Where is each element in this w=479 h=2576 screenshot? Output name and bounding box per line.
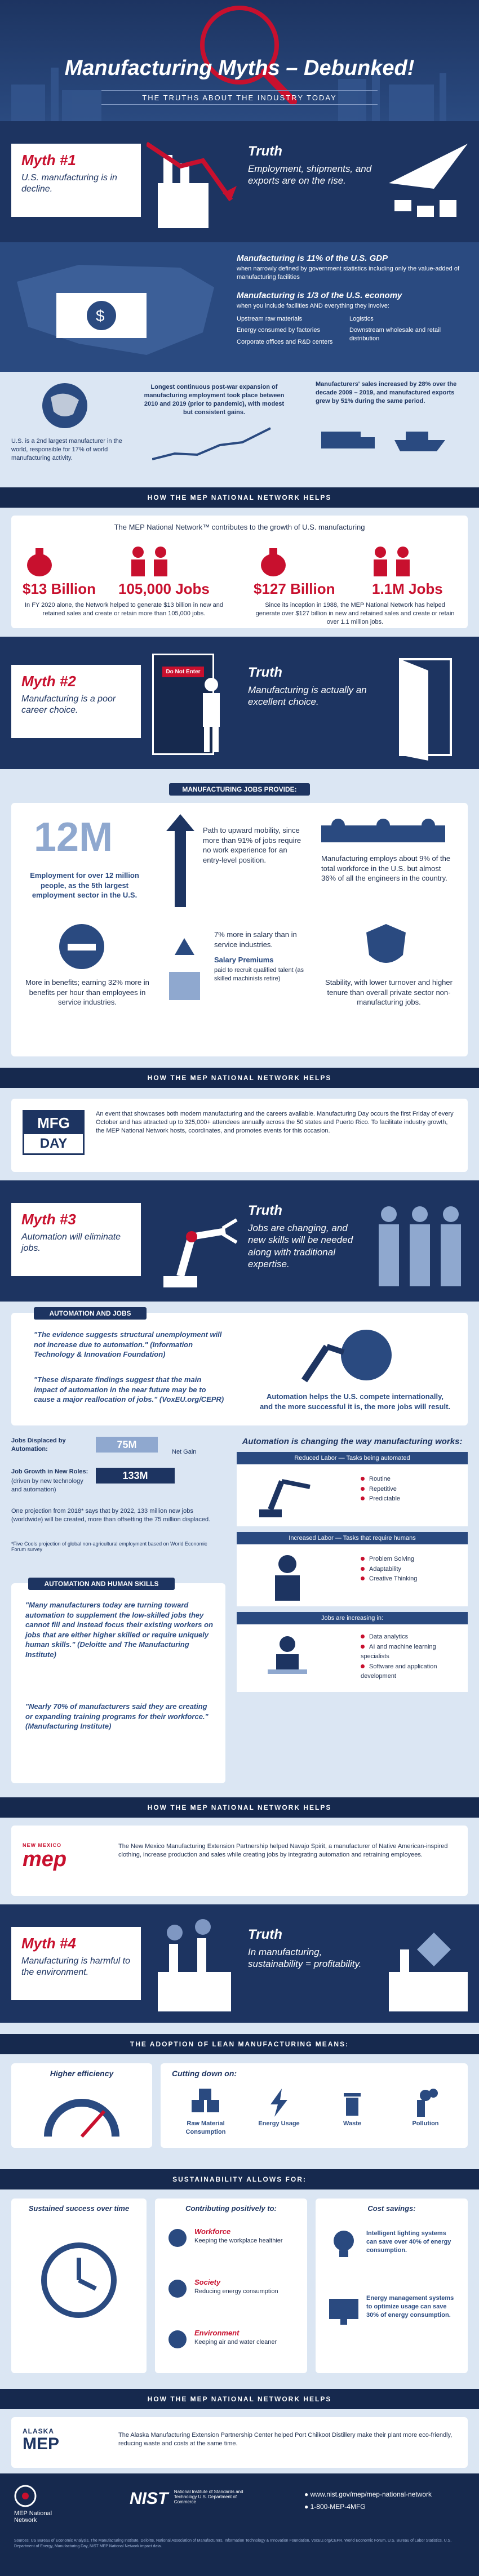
person-thinking-icon — [259, 1550, 316, 1601]
globe-icon — [39, 380, 90, 431]
lean-item-label: Pollution — [412, 2120, 439, 2127]
lightning-icon — [268, 2089, 290, 2117]
globe-text: U.S. is a 2nd largest manufacturer in the world, responsible for 17% of world manufacturing activity. — [11, 438, 122, 461]
footer-url[interactable]: ● www.nist.gov/mep/mep-national-network — [304, 2490, 432, 2498]
rising-panel — [237, 1624, 468, 1692]
monitor-icon — [327, 2294, 361, 2328]
reduced-list — [361, 1474, 400, 1504]
jobs-banner: MANUFACTURING JOBS PROVIDE: — [169, 783, 310, 796]
workforce-title: Workforce — [194, 2227, 231, 2236]
jobs-mobility-text: Path to upward mobility, since more than 91% of jobs require no work experience for an entry-level position. — [203, 826, 301, 864]
sustain-col1-title: Sustained success over time — [28, 2204, 130, 2213]
globe-robot-icon — [293, 1324, 406, 1386]
nm-logo-top: NEW MEXICO — [23, 1842, 62, 1848]
mep-name: MEP National Network — [14, 2510, 52, 2524]
trash-icon — [341, 2089, 363, 2117]
myth2-tag: Myth #2 — [21, 673, 76, 690]
page-title: Manufacturing Myths – Debunked! — [64, 56, 415, 80]
robot-arm-icon — [248, 1470, 332, 1521]
myth4-section — [0, 1904, 479, 2023]
money-bag-icon — [25, 544, 54, 578]
expansion-text: Longest continuous post-war expansion of manufacturing employment took place between 2010 and 2019 (prior to pandemic), with modest but consistent gains. — [144, 384, 285, 416]
workforce-text: Keeping the workplace healthier — [194, 2237, 283, 2244]
economy-headline: Manufacturing is 1/3 of the U.S. economy — [237, 290, 402, 300]
economy-items — [237, 315, 462, 347]
rising-list — [361, 1632, 462, 1682]
mfgday-logo — [23, 1110, 85, 1155]
skills-quote2: "Nearly 70% of manufacturers said they are creating or expanding training programs for their workforce." (Manufacturing Institute) — [25, 1702, 209, 1731]
gdp-block — [237, 254, 462, 347]
reduced-item: Repetitive — [361, 1485, 400, 1495]
workers-icon — [366, 544, 417, 578]
mep1-intro: The MEP National Network™ contributes to the growth of U.S. manufacturing — [114, 523, 365, 531]
jobs-displaced-block — [11, 1437, 225, 1595]
automation-hdr: AUTOMATION AND JOBS — [34, 1307, 147, 1320]
myth1-truth — [248, 144, 372, 187]
mep1-banner: HOW THE MEP NATIONAL NETWORK HELPS — [0, 487, 479, 508]
jobs-benefits-text: More in benefits; earning 32% more in benefits per hour than employees in service industries. — [25, 978, 149, 1007]
economy-item: Energy consumed by factories — [237, 327, 320, 334]
sustain-col2-title: Contributing positively to: — [185, 2204, 277, 2213]
skills-quote1: "Many manufacturers today are turning toward automation to supplement the low-skilled jobs they cannot fill and instead focus their existing workers on jobs that are either higher skilled or require uniquely human skills." (Deloitte and The Manufacturing Institute) — [25, 1601, 214, 1659]
myth2-box — [11, 665, 141, 738]
mfgday-logo-top: MFG — [24, 1112, 83, 1134]
lean-item — [245, 2089, 313, 2128]
mep1-section — [0, 487, 479, 637]
sustain-col3-title: Cost savings: — [367, 2204, 416, 2213]
reduced-item: Routine — [361, 1474, 400, 1485]
mep4-banner: HOW THE MEP NATIONAL NETWORK HELPS — [0, 2389, 479, 2409]
sales-text: Manufacturers' sales increased by 28% over the decade 2009 – 2019, and manufactured exports grew by 51% during the same period. — [316, 381, 457, 405]
mep1-right-text: Since its inception in 1988, the MEP National Network has helped generate over $127 billion in new and retained sales and create or retain over 1.1 million jobs. — [255, 602, 455, 625]
mep1-n4: 1.1M Jobs — [372, 580, 443, 597]
automation-globe-text: Automation helps the U.S. compete internationally, and the more successful it is, the more jobs will result. — [259, 1392, 451, 1411]
footer-phone[interactable]: ● 1-800-MEP-4MFG — [304, 2503, 366, 2511]
truth4-text: In manufacturing, sustainability = profitability. — [248, 1947, 362, 1970]
growth-sub: (driven by new technology and automation) — [11, 1478, 83, 1493]
economy-sub: when you include facilities AND everything they involve: — [237, 302, 389, 309]
myth1-text: U.S. manufacturing is in decline. — [21, 173, 117, 194]
person-icon — [194, 676, 228, 755]
reduced-panel — [237, 1464, 468, 1526]
smokestack-icon — [409, 2089, 442, 2117]
shield-icon — [361, 921, 411, 972]
jobs-salary-text: 7% more in salary than in service industries. — [214, 930, 297, 949]
nm-logo-main: mep — [23, 1847, 67, 1871]
page-subtitle — [101, 90, 378, 105]
automation-quote2: "These disparate findings suggest that the main impact of automation in the near future may be to cause a major reallocation of jobs." (VoxEU.org/CEPR) — [34, 1375, 224, 1404]
jobs-stability-text: Stability, with lower turnover and higher tenure than overall private sector non-manufacturing jobs. — [325, 978, 453, 1007]
nist-logo — [130, 2489, 259, 2508]
automation-card-1 — [11, 1309, 468, 1425]
sustain-icons — [166, 2227, 189, 2356]
rising-item: AI and machine learning specialists — [361, 1643, 436, 1660]
truth2-text: Manufacturing is actually an excellent choice. — [248, 685, 367, 708]
efficiency-label: Higher efficiency — [50, 2069, 114, 2078]
mep2-banner: HOW THE MEP NATIONAL NETWORK HELPS — [0, 1068, 479, 1088]
jobs-employ-text: Employment for over 12 million people, as the 5th largest employment sector in the U.S. — [30, 871, 139, 900]
jobs-engineers-text: Manufacturing employs about 9% of the total workforce in the U.S. but almost 36% of all the engineers in the country. — [321, 854, 451, 883]
sustain-col3 — [316, 2199, 468, 2373]
economy-item: Upstream raw materials — [237, 315, 303, 322]
mep-footer-logo — [14, 2485, 127, 2524]
mep2-text: An event that showcases both modern manufacturing and the careers available. Manufacturing Day occurs the first Friday of every October and has attracted up to 325,000+ attendees annually across the 50 states and Puerto Rico. To facilitate industry growth, the MEP National Network hosts, coordinates, and promotes events for this occasion. — [96, 1111, 454, 1134]
cost-saving-2: Energy management systems to optimize usage can save 30% of energy consumption. — [366, 2295, 454, 2319]
rising-hdr: Jobs are increasing in: — [237, 1612, 468, 1624]
efficiency-card — [11, 2063, 152, 2148]
myth4-truth — [248, 1927, 372, 1970]
jobs-premium-label: Salary Premiums — [214, 956, 274, 964]
myth4-tag: Myth #4 — [21, 1935, 76, 1952]
header-section — [0, 0, 479, 121]
open-door-icon — [389, 648, 468, 761]
lean-item — [318, 2089, 386, 2128]
footer-section — [0, 2473, 479, 2576]
footer-sources: Sources: US Bureau of Economic Analysis, The Manufacturing Institute, Deloitte, National Association of Manufacturers, Information Technology & Innovation Foundation, VoxEU.org/CEPR, World Economic Forum, U.S. Bureau of Labor Statistics, U.S. Department of Energy, Manufacturing Day, NIST MEP National Network impact data. — [14, 2539, 452, 2548]
projection-text: One projection from 2018* says that by 2022, 133 million new jobs (worldwide) will be created, more than offsetting the 75 million displaced. — [11, 1508, 211, 1523]
automation-quote1: "The evidence suggests structural unemployment will not increase due to automation." (Information Technology & Innovation Foundation) — [34, 1330, 222, 1359]
arrow-up-icon — [163, 814, 197, 910]
mep1-n2: 105,000 Jobs — [118, 580, 210, 597]
myth2-section — [0, 637, 479, 769]
mep4-text: The Alaska Manufacturing Extension Partnership Center helped Port Chilkoot Distillery make their plant more eco-friendly, reducing waste and costs at the same time. — [118, 2432, 453, 2447]
lean-item — [392, 2089, 459, 2128]
changing-title: Automation is changing the way manufacturing works: — [242, 1437, 463, 1446]
line-growth-icon — [152, 420, 276, 465]
myth1-section — [0, 121, 479, 242]
lightbulb-icon — [327, 2227, 361, 2260]
money-growth-icon — [163, 927, 209, 1006]
alaska-logo-top: ALASKA — [23, 2427, 54, 2435]
increased-list — [361, 1555, 417, 1584]
mep3-card — [11, 1826, 468, 1896]
sales-block — [316, 380, 468, 463]
jobs-premium-text: paid to recruit qualified talent (as skilled machinists retire) — [214, 967, 304, 982]
increased-item: Adaptability — [361, 1565, 417, 1575]
lean-item — [172, 2089, 239, 2137]
growth-val: 133M — [96, 1468, 175, 1484]
myth3-truth — [248, 1203, 361, 1270]
truth1-text: Employment, shipments, and exports are on the rise. — [248, 163, 372, 186]
mep1-card — [11, 516, 468, 628]
mep1-left-text: In FY 2020 alone, the Network helped to generate $13 billion in new and retained sales and create or retain more than 105,000 jobs. — [24, 602, 224, 617]
subtitle-text: THE TRUTHS ABOUT THE INDUSTRY TODAY — [142, 94, 337, 102]
increased-panel — [237, 1544, 468, 1606]
truth3-tag: Truth — [248, 1203, 282, 1218]
mep4-section — [0, 2389, 479, 2473]
newmexico-mep-logo — [23, 1842, 101, 1871]
cutting-label: Cutting down on: — [172, 2069, 237, 2078]
mep4-card — [11, 2417, 468, 2468]
reduced-item: Predictable — [361, 1494, 400, 1504]
truth1-tag: Truth — [248, 144, 282, 159]
myth3-tag: Myth #3 — [21, 1211, 76, 1228]
globe-block — [11, 380, 124, 463]
declining-factory-icon — [147, 132, 242, 239]
mep3-text: The New Mexico Manufacturing Extension Partnership helped Navajo Spirit, a manufacturer of Native American-inspired clothing, increase production and sales while creating jobs by integrating automation and retraining employees. — [118, 1843, 448, 1858]
truck-ship-icon — [316, 409, 451, 460]
jobs-section — [0, 769, 479, 1068]
skills-hdr: AUTOMATION AND HUMAN SKILLS — [28, 1578, 175, 1590]
myth1-tag: Myth #1 — [21, 152, 76, 168]
myth2-truth — [248, 665, 372, 708]
automation-section — [0, 1302, 479, 1797]
robot-arm-icon — [152, 1197, 242, 1293]
myth4-box — [11, 1927, 141, 2000]
rising-item: Software and application development — [361, 1663, 437, 1680]
truth3-text: Jobs are changing, and new skills will be needed along with traditional expertise. — [248, 1223, 353, 1269]
alaska-mep-logo — [23, 2427, 101, 2453]
environment-title: Environment — [194, 2329, 239, 2337]
mep2-section — [0, 1068, 479, 1180]
workers-icon — [124, 544, 175, 578]
cost-saving-1: Intelligent lighting systems can save over 40% of energy consumption. — [366, 2230, 451, 2254]
cubes-icon — [189, 2089, 223, 2117]
myth1-box — [11, 144, 141, 217]
mfgday-logo-bottom: DAY — [39, 1136, 68, 1151]
increased-item: Creative Thinking — [361, 1574, 417, 1584]
society-text: Reducing energy consumption — [194, 2288, 278, 2295]
truth2-tag: Truth — [248, 665, 282, 680]
mep2-card — [11, 1099, 468, 1172]
displaced-val: 75M — [96, 1437, 158, 1453]
contact-block — [304, 2490, 432, 2511]
nist-sub: National Institute of Standards and Technology U.S. Department of Commerce — [174, 2489, 243, 2504]
increased-hdr: Increased Labor — Tasks that require humans — [237, 1532, 468, 1544]
economy-item: Logistics — [349, 315, 374, 322]
lean-banner: THE ADOPTION OF LEAN MANUFACTURING MEANS: — [0, 2034, 479, 2054]
stats1-section — [0, 372, 479, 487]
lean-item-label: Energy Usage — [258, 2120, 300, 2127]
jobs-big: 12M — [34, 815, 113, 860]
polluting-factory-icon — [147, 1916, 242, 2017]
reduced-hdr: Reduced Labor — Tasks being automated — [237, 1452, 468, 1464]
changing-block — [237, 1437, 468, 1692]
cutting-card — [161, 2063, 468, 2148]
money-bag-icon — [259, 544, 287, 578]
economy-item: Downstream wholesale and retail distribution — [349, 327, 441, 343]
net-gain-label: Net Gain — [172, 1449, 197, 1455]
sustain-col2 — [155, 2199, 307, 2373]
door-sign: Do Not Enter — [162, 667, 204, 677]
sustain-col1 — [11, 2199, 147, 2373]
gdp-section — [0, 242, 479, 372]
mep3-banner: HOW THE MEP NATIONAL NETWORK HELPS — [0, 1797, 479, 1818]
mep3-section — [0, 1797, 479, 1904]
society-title: Society — [194, 2278, 221, 2286]
engineers-icon — [316, 814, 451, 848]
jobs-card — [11, 803, 468, 1056]
skills-card — [11, 1580, 225, 1783]
sustain-banner: SUSTAINABILITY ALLOWS FOR: — [0, 2169, 479, 2189]
mep-logo-icon — [14, 2485, 37, 2507]
green-factory-icon — [383, 1916, 473, 2017]
gdp-sub: when narrowly defined by government statistics including only the value-added of manufacturing facilities — [237, 265, 460, 281]
myth3-section — [0, 1180, 479, 1302]
rising-item: Data analytics — [361, 1632, 462, 1642]
airplane-shipping-icon — [372, 132, 473, 239]
handshake-icon — [56, 921, 107, 972]
mep1-n1: $13 Billion — [23, 580, 96, 597]
lean-section — [0, 2023, 479, 2158]
lean-item-label: Waste — [343, 2120, 361, 2127]
expansion-block — [141, 383, 287, 468]
projection-footnote: *Five Cools projection of global non-agricultural employment based on World Economic Forum survey — [11, 1541, 207, 1552]
person-laptop-icon — [259, 1633, 316, 1684]
truth4-tag: Truth — [248, 1927, 282, 1942]
myth3-box — [11, 1203, 141, 1276]
environment-text: Keeping air and water cleaner — [194, 2338, 277, 2346]
nist-name: NIST — [130, 2489, 168, 2508]
clock-icon — [37, 2238, 121, 2322]
gauge-icon — [39, 2086, 124, 2142]
growth-label: Job Growth in New Roles: — [11, 1468, 88, 1475]
myth2-text: Manufacturing is a poor career choice. — [21, 694, 116, 715]
svg-text:$: $ — [96, 307, 105, 325]
displaced-label: Jobs Displaced by Automation: — [11, 1437, 66, 1453]
workers-group-icon — [366, 1197, 473, 1293]
myth4-text: Manufacturing is harmful to the environment. — [21, 1956, 130, 1977]
myth3-text: Automation will eliminate jobs. — [21, 1232, 121, 1253]
economy-item: Corporate offices and R&D centers — [237, 339, 333, 346]
us-map-icon — [11, 248, 225, 366]
sustain-section — [0, 2158, 479, 2389]
gdp-headline: Manufacturing is 11% of the U.S. GDP — [237, 254, 388, 263]
lean-item-label: Raw Material Consumption — [185, 2120, 226, 2135]
increased-item: Problem Solving — [361, 1555, 417, 1565]
mep1-n3: $127 Billion — [254, 580, 335, 597]
alaska-logo-main: MEP — [23, 2435, 60, 2453]
